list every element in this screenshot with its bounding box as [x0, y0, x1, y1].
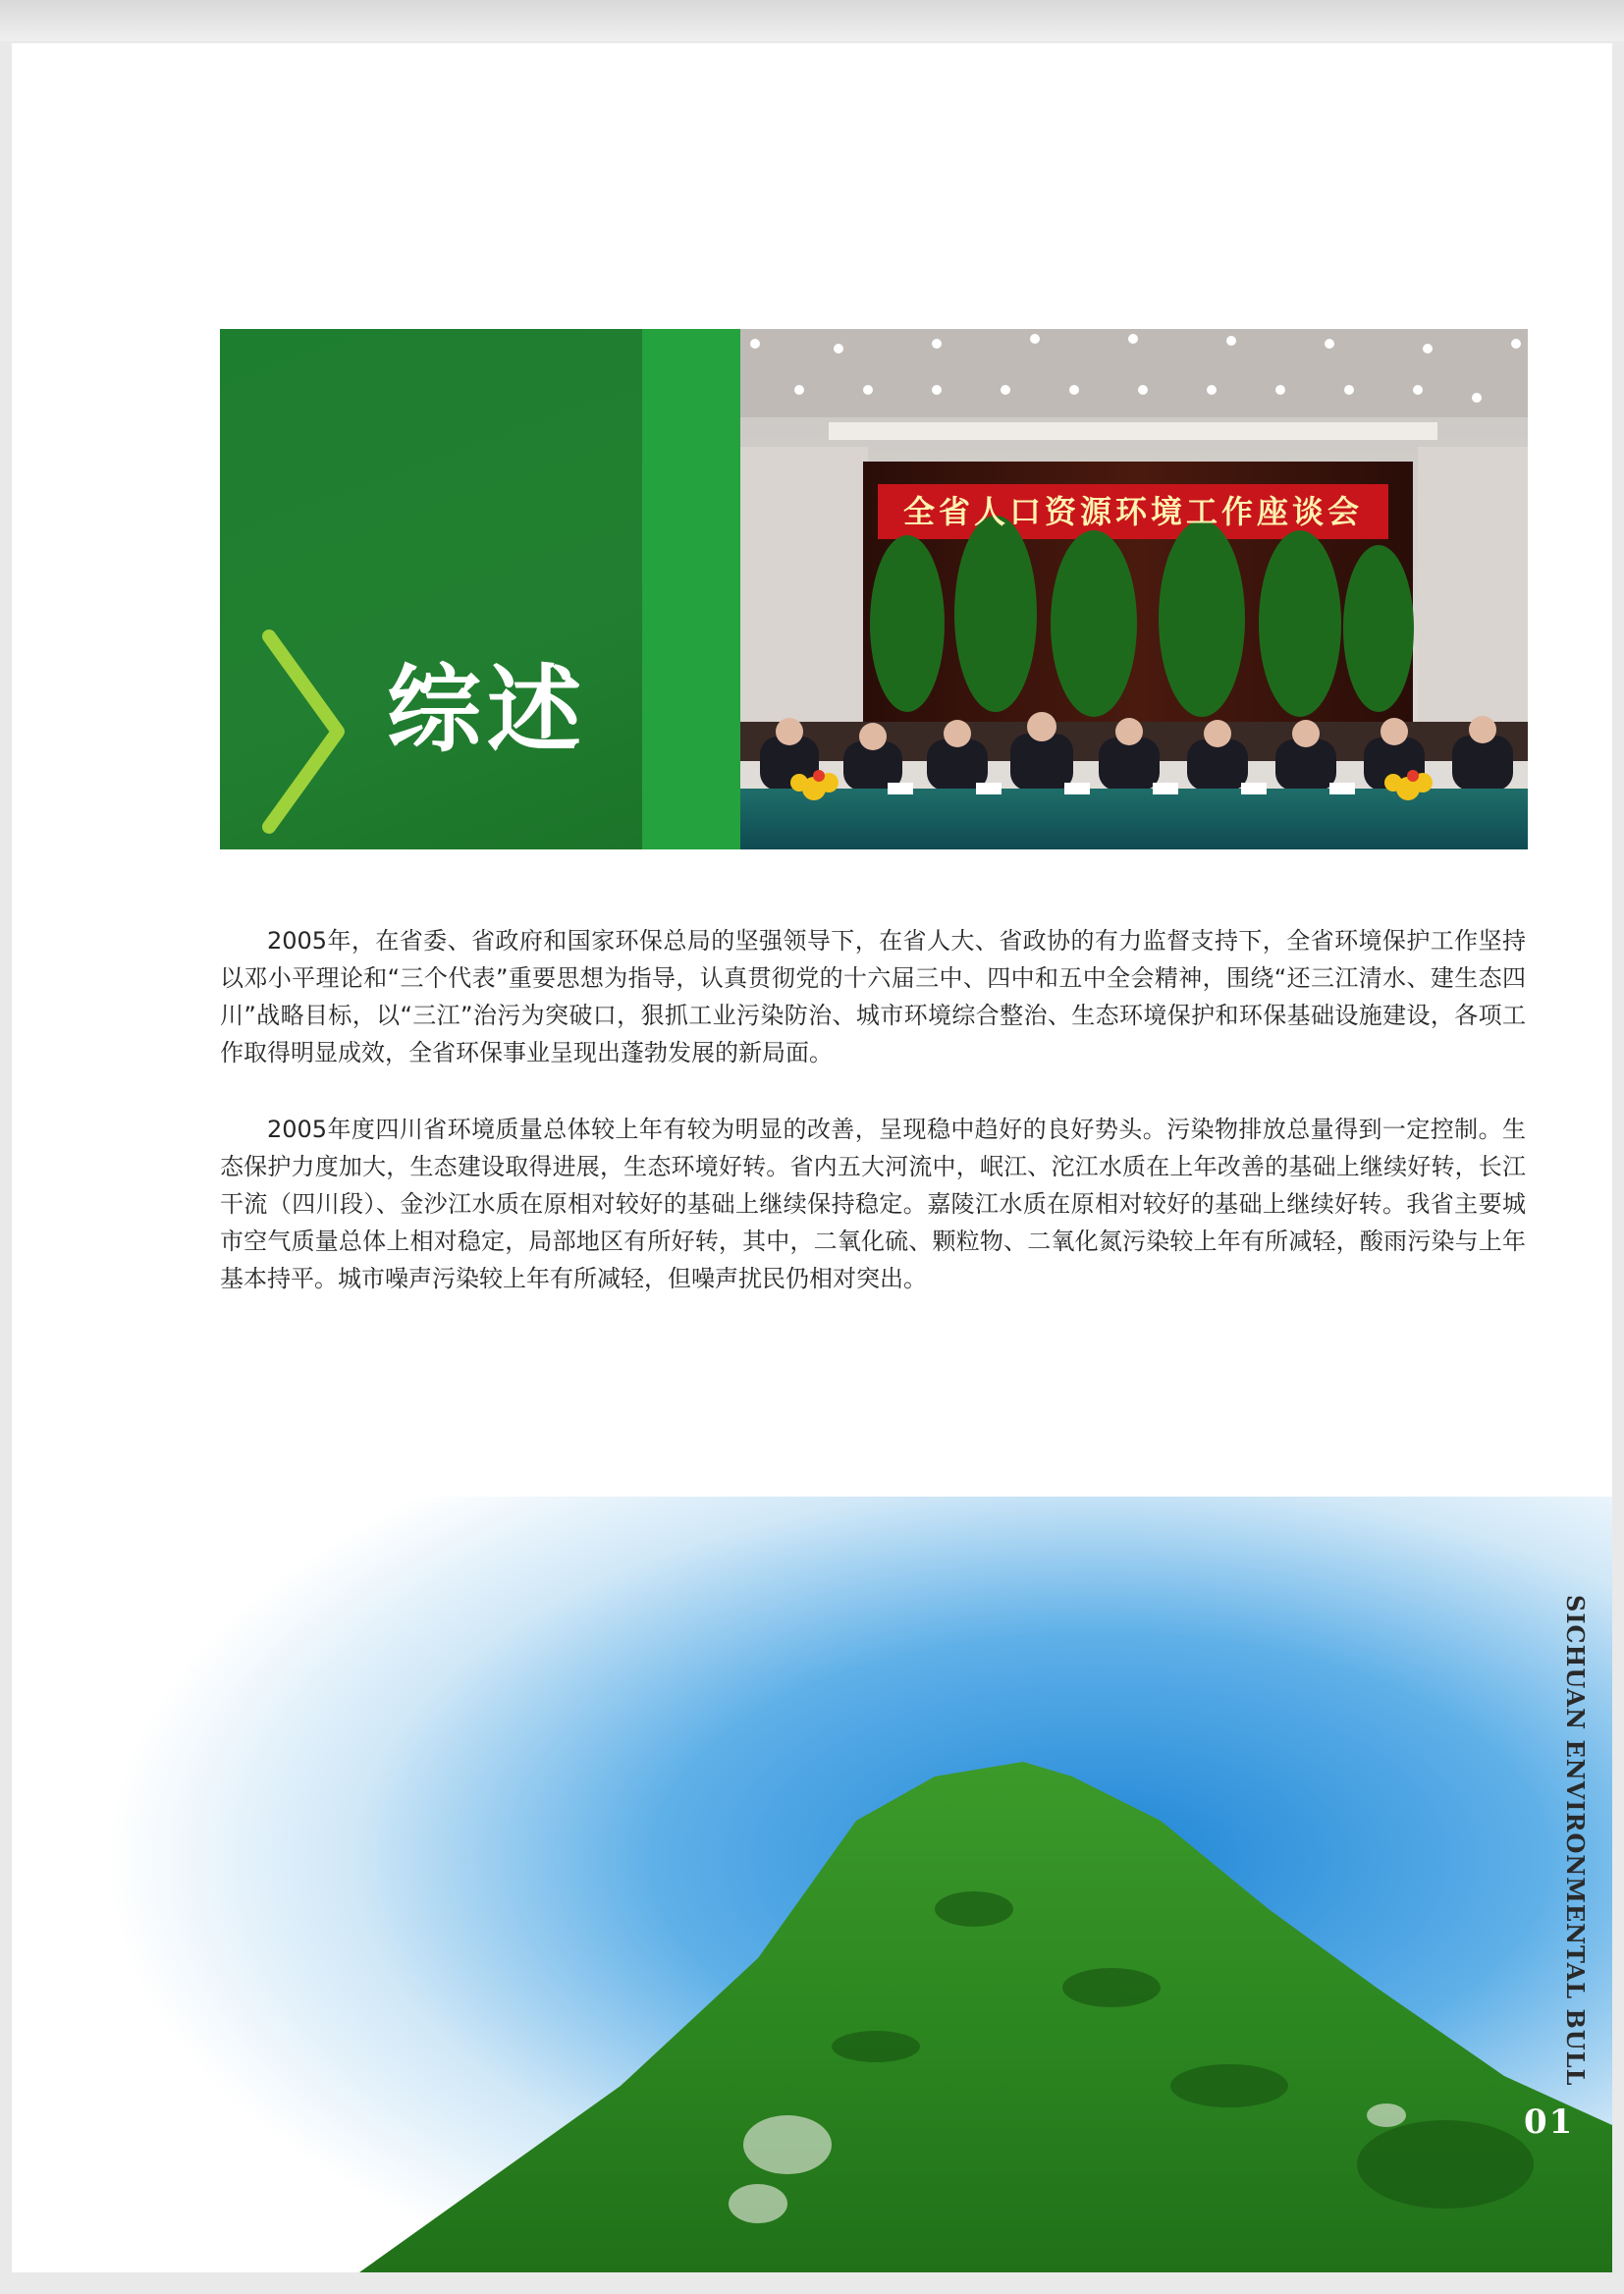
conference-photo-image [740, 329, 1528, 849]
body-text [220, 922, 1526, 1337]
scan-top-edge [0, 0, 1624, 41]
side-label: SICHUAN ENVIRONMENTAL BULL [1561, 1595, 1590, 2087]
conference-photo [740, 329, 1528, 849]
mountain-illustration [12, 1497, 1612, 2272]
section-title: 综述 [387, 655, 587, 765]
paragraph-2: 2005年度四川省环境质量总体较上年有较为明显的改善，呈现稳中趋好的良好势头。污染物排放总量得到一定控制。生态保护力度加大，生态建设取得进展，生态环境好转。省内五大河流中，岷江、沱江水质在上年改善的基础上继续好转，长江干流（四川段）、金沙江水质在原相对较好的基础上继续保持稳定。嘉陵江水质在原相对较好的基础上继续好转。我省主要城市空气质量总体上相对稳定，局部地区有所好转，其中，二氧化硫、颗粒物、二氧化氮污染较上年有所减轻，酸雨污染与上年基本持平。城市噪声污染较上年有所减轻，但噪声扰民仍相对突出。 [220, 1116, 1526, 1292]
paragraph-1: 2005年，在省委、省政府和国家环保总局的坚强领导下，在省人大、省政协的有力监督支持下，全省环境保护工作坚持以邓小平理论和“三个代表”重要思想为指导，认真贯彻党的十六届三中、四中和五中全会精神，围绕“还三江清水、建生态四川”战略目标，以“三江”治污为突破口，狠抓工业污染防治、城市环境综合整治、生态环境保护和环保基础设施建设，各项工作取得明显成效，全省环保事业呈现出蓬勃发展的新局面。 [220, 927, 1526, 1066]
chevron-right-icon [257, 628, 355, 835]
page-number: 01 [1524, 2103, 1575, 2142]
banner-text: 全省人口资源环境工作座谈会 [902, 493, 1363, 530]
section-header-block [220, 329, 740, 849]
document-page [12, 43, 1612, 2272]
